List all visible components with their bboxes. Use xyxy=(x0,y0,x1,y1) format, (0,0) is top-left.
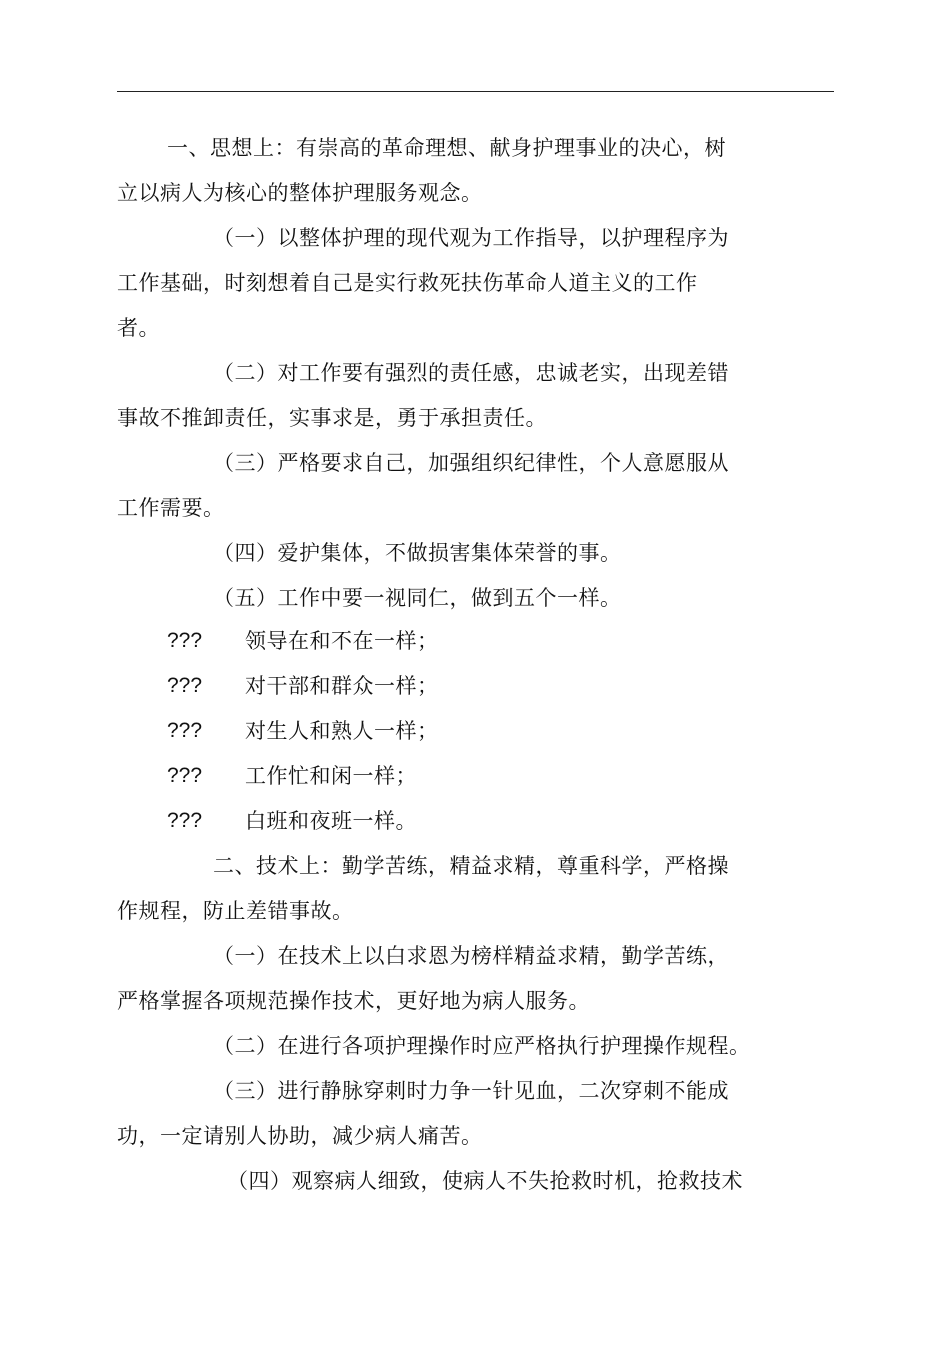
paragraph-line: 者。 xyxy=(117,316,160,340)
header-rule xyxy=(117,91,834,92)
paragraph-line: （三）进行静脉穿刺时力争一针见血，二次穿刺不能成 xyxy=(213,1079,729,1103)
paragraph-line: 二、技术上：勤学苦练，精益求精，尊重科学，严格操 xyxy=(213,854,729,878)
paragraph-line: （一）在技术上以白求恩为榜样精益求精，勤学苦练， xyxy=(213,944,729,968)
paragraph-line: （五）工作中要一视同仁，做到五个一样。 xyxy=(213,586,622,610)
paragraph-line: （四）观察病人细致，使病人不失抢救时机，抢救技术 xyxy=(227,1169,743,1193)
paragraph-line: （四）爱护集体，不做损害集体荣誉的事。 xyxy=(213,541,622,565)
paragraph-line: 一、思想上：有崇高的革命理想、献身护理事业的决心，树 xyxy=(167,136,726,160)
list-marker: ??? xyxy=(167,764,203,787)
list-item: 对干部和群众一样； xyxy=(245,674,439,698)
paragraph-line: 工作需要。 xyxy=(117,496,225,520)
list-item: 工作忙和闲一样； xyxy=(245,764,417,788)
list-marker: ??? xyxy=(167,719,203,742)
list-marker: ??? xyxy=(167,674,203,697)
list-marker: ??? xyxy=(167,809,203,832)
paragraph-line: 功，一定请别人协助，减少病人痛苦。 xyxy=(117,1124,483,1148)
paragraph-line: （二）对工作要有强烈的责任感，忠诚老实，出现差错 xyxy=(213,361,729,385)
list-item: 领导在和不在一样； xyxy=(245,629,439,653)
paragraph-line: 严格掌握各项规范操作技术，更好地为病人服务。 xyxy=(117,989,590,1013)
list-item: 白班和夜班一样。 xyxy=(245,809,417,833)
paragraph-line: （一）以整体护理的现代观为工作指导，以护理程序为 xyxy=(213,226,729,250)
list-marker: ??? xyxy=(167,629,203,652)
paragraph-line: （三）严格要求自己，加强组织纪律性，个人意愿服从 xyxy=(213,451,729,475)
paragraph-line: 事故不推卸责任，实事求是，勇于承担责任。 xyxy=(117,406,547,430)
list-item: 对生人和熟人一样； xyxy=(245,719,439,743)
paragraph-line: 工作基础，时刻想着自己是实行救死扶伤革命人道主义的工作 xyxy=(117,271,698,295)
paragraph-line: 立以病人为核心的整体护理服务观念。 xyxy=(117,181,483,205)
paragraph-line: 作规程，防止差错事故。 xyxy=(117,899,354,923)
paragraph-line: （二）在进行各项护理操作时应严格执行护理操作规程。 xyxy=(213,1034,751,1058)
